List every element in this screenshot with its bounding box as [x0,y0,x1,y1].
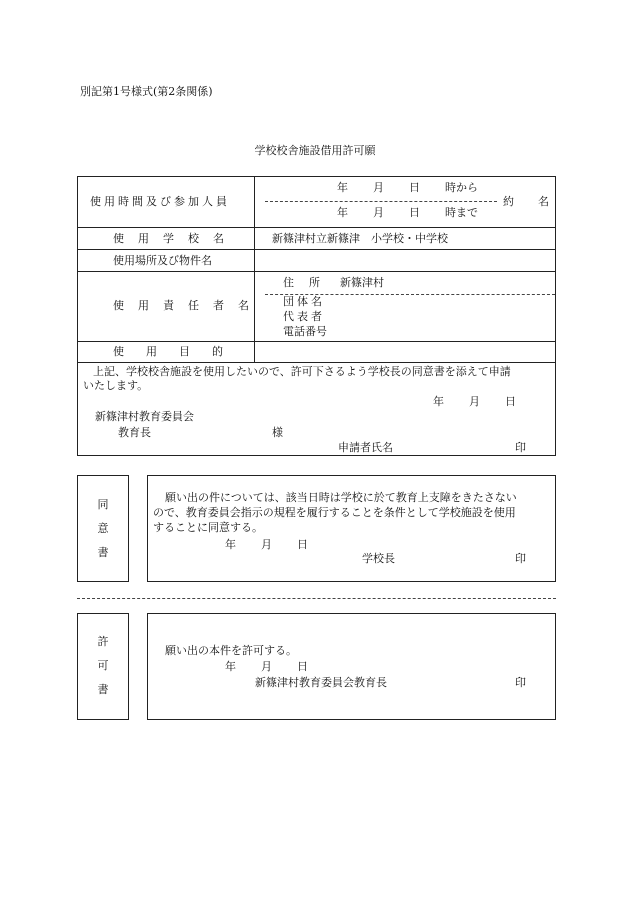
consent-seal: 印 [515,552,526,565]
until-year: 年 [337,206,348,219]
until-hour: 時まで [445,206,478,219]
from-hour: 時から [445,181,478,194]
permit-side-char: 可 [97,659,109,672]
label-purpose: 使用目的 [113,345,245,358]
permit-side-char: 書 [97,683,109,696]
permit-side-char: 許 [97,635,109,648]
org-name-label: 団体名 [283,295,325,308]
permit-date-year: 年 [225,660,236,673]
applicant-name-label: 申請者氏名 [338,441,393,454]
from-month: 月 [373,181,384,194]
label-place: 使用場所及び物件名 [113,254,212,267]
row-divider [77,271,556,272]
row-divider [77,227,556,228]
row-divider [77,341,556,342]
permit-box [147,613,556,720]
label-school: 使用学校名 [113,232,238,245]
until-day: 日 [409,206,420,219]
addressee-title: 教育長 [118,426,151,439]
from-year: 年 [337,181,348,194]
consent-text-line1: 願い出の件については、該当日時は学校に於て教育上支障をきたさない [165,491,517,504]
permit-date-day: 日 [297,660,308,673]
request-text-line1: 上記、学校校舎施設を使用したいので、許可下さるよう学校長の同意書を添えて申請 [93,365,511,378]
addressee-org: 新篠津村教育委員会 [95,410,194,423]
permit-date-month: 月 [261,660,272,673]
address-value: 新篠津村 [340,276,384,289]
persons-label: 名 [538,195,549,208]
consent-date-year: 年 [225,538,236,551]
until-month: 月 [373,206,384,219]
cut-line-dashed [77,598,556,599]
consent-date-day: 日 [297,538,308,551]
form-number: 別記第1号様式(第2条関係) [80,85,213,98]
label-responsible: 使用責任者名 [113,299,263,312]
row-divider [77,362,556,363]
request-text-line2: いたします。 [83,379,149,392]
permit-signer: 新篠津村教育委員会教育長 [255,676,387,689]
request-date-year: 年 [433,395,444,408]
approx-label: 約 [503,195,514,208]
row-divider [77,249,556,250]
address-label: 住 所 [283,276,322,289]
label-column-divider [254,176,255,362]
consent-text-line2: ので、教育委員会指示の規程を履行することを条件として学校施設を使用 [153,506,516,519]
consent-date-month: 月 [261,538,272,551]
consent-signer: 学校長 [362,552,395,565]
consent-side-char: 書 [97,546,109,559]
request-date-day: 日 [505,395,516,408]
consent-side-char: 意 [97,522,109,535]
page-title: 学校校舎施設借用許可願 [254,144,376,157]
honorific: 様 [272,426,283,439]
permit-seal: 印 [515,676,526,689]
consent-side-char: 同 [97,498,109,511]
time-divider-dashed [265,201,497,202]
permit-text: 願い出の本件を許可する。 [165,644,297,657]
consent-text-line3: することに同意する。 [153,521,263,534]
phone-label: 電話番号 [283,325,327,338]
applicant-seal: 印 [515,441,526,454]
school-value: 新篠津村立新篠津 小学校・中学校 [272,232,448,245]
label-time-participants: 使用時間及び参加人員 [90,195,230,208]
from-day: 日 [409,181,420,194]
request-date-month: 月 [469,395,480,408]
representative-label: 代表者 [283,310,325,323]
